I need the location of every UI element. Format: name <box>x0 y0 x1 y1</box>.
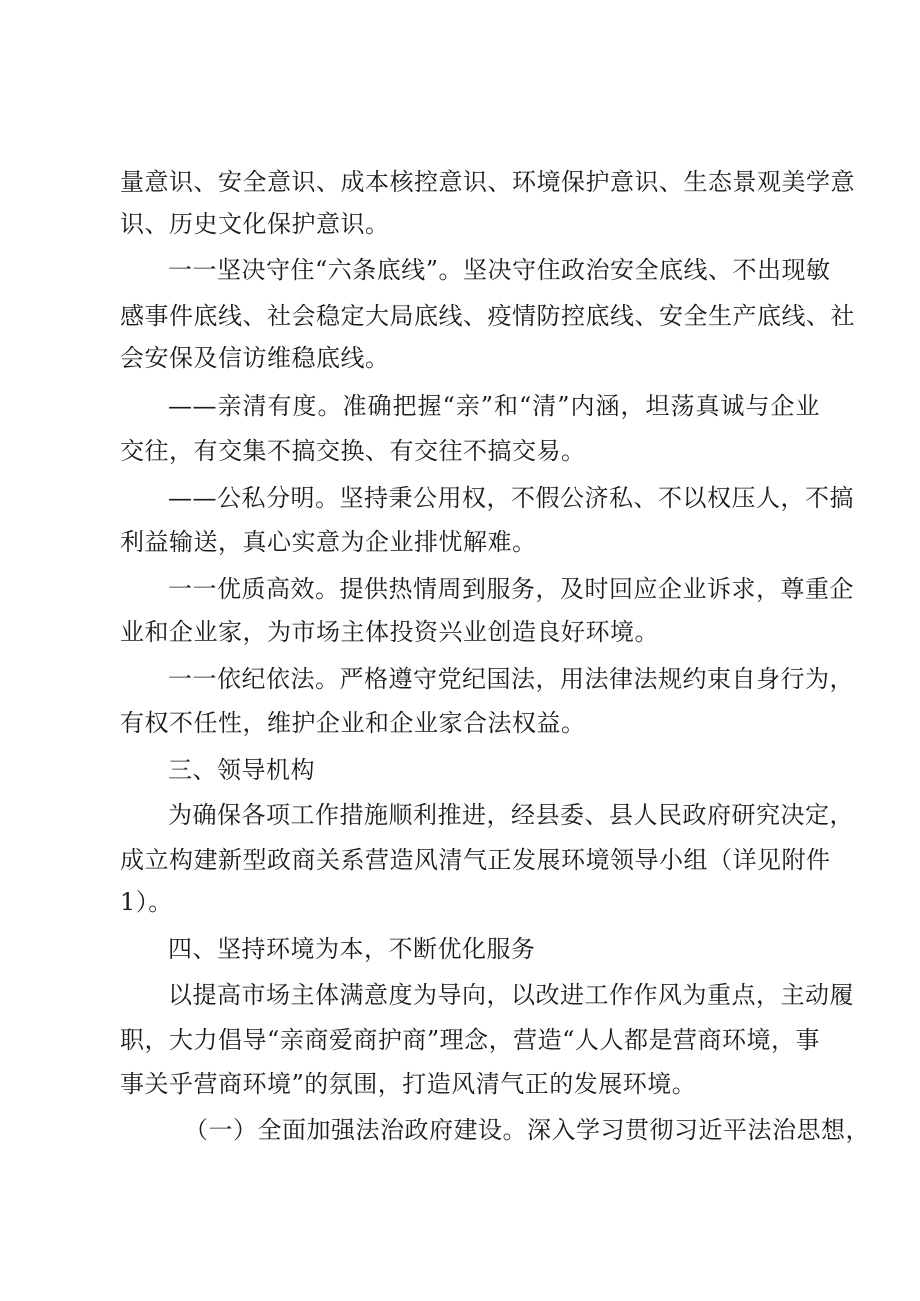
text-line-7: 交往，有交集不搞交换、有交往不搞交易。 <box>120 437 586 465</box>
text-line-21: 事关乎营商环境”的氛围，打造风清气正的发展环境。 <box>120 1070 697 1098</box>
text-line-16: 成立构建新型政商关系营造风清气正发展环境领导小组（详见附件 <box>120 846 831 874</box>
text-line-3: 一一坚决守住“六条底线”。坚决守住政治安全底线、不出现敏 <box>168 256 831 284</box>
text-line-20: 职，大力倡导“亲商爱商护商”理念，营造“人人都是营商环境，事 <box>120 1026 820 1054</box>
section-heading-3: 三、领导机构 <box>168 756 315 784</box>
text-line-13: 有权不任性，维护企业和企业家合法权益。 <box>120 709 586 737</box>
text-line-1: 量意识、安全意识、成本核控意识、环境保护意识、生态景观美学意 <box>120 168 855 196</box>
text-line-19: 以提高市场主体满意度为导向，以改进工作作风为重点，主动履 <box>168 981 854 1009</box>
text-line-12: 一一依纪依法。严格遵守党纪国法，用法律法规约束自身行为， <box>168 665 854 693</box>
text-line-4: 感事件底线、社会稳定大局底线、疫情防控底线、安全生产底线、社 <box>120 302 855 330</box>
section-heading-4: 四、坚持环境为本，不断优化服务 <box>168 935 536 963</box>
text-line-17: 1）。 <box>120 888 173 916</box>
text-line-9: 利益输送，真心实意为企业排忧解难。 <box>120 528 537 556</box>
text-line-6: ——亲清有度。准确把握“亲”和“清”内涵，坦荡真诚与企业 <box>168 392 820 420</box>
text-line-15: 为确保各项工作措施顺利推进，经县委、县人民政府研究决定， <box>168 801 854 829</box>
text-line-5: 会安保及信访维稳底线。 <box>120 344 390 372</box>
text-line-10: 一一优质高效。提供热情周到服务，及时回应企业诉求，尊重企 <box>168 575 854 603</box>
text-line-8: ——公私分明。坚持秉公用权，不假公济私、不以权压人，不搞 <box>168 484 854 512</box>
text-line-22: （一）全面加强法治政府建设。深入学习贯彻习近平法治思想， <box>184 1116 870 1144</box>
text-line-2: 识、历史文化保护意识。 <box>120 210 390 238</box>
text-line-11: 业和企业家，为市场主体投资兴业创造良好环境。 <box>120 618 659 646</box>
